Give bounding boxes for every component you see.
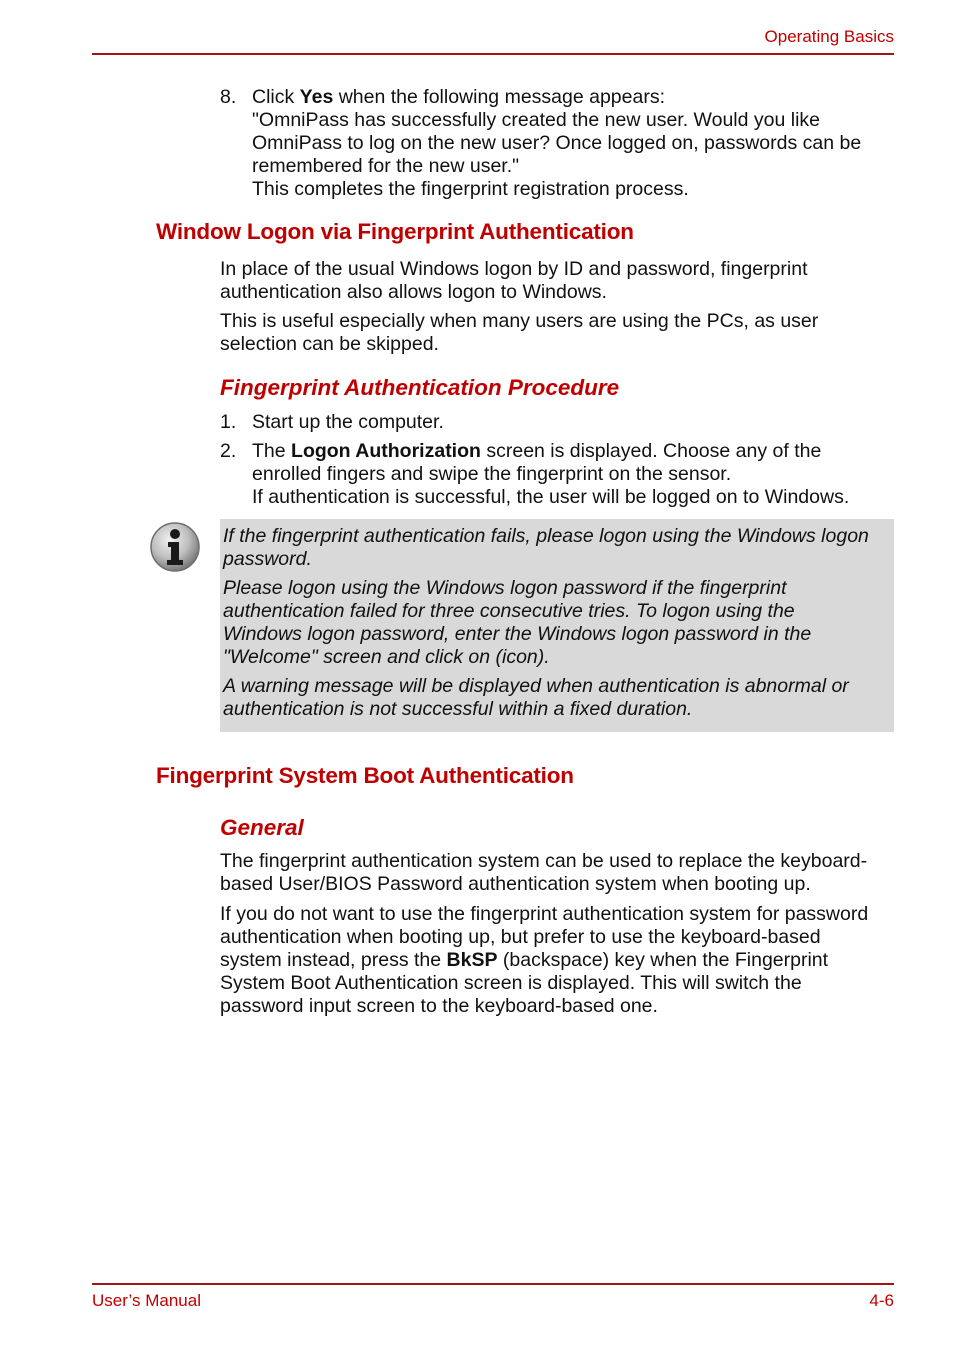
- subsection-heading: General: [220, 815, 304, 840]
- note-paragraph: If the fingerprint authentication fails, please logon using the Windows logon password.: [223, 525, 869, 570]
- header-rule: [92, 53, 894, 55]
- section-heading: Fingerprint System Boot Authentication: [156, 763, 574, 788]
- info-icon: [149, 521, 201, 573]
- paragraph: This is useful especially when many users are using the PCs, as user selection can be skipped.: [220, 310, 819, 355]
- step-1: Start up the computer.: [252, 411, 444, 433]
- message-line: OmniPass to log on the new user? Once logged on, passwords can be: [252, 132, 862, 154]
- bold-term: Yes: [299, 86, 334, 108]
- running-header: Operating Basics: [764, 27, 894, 46]
- footer-title: User’s Manual: [92, 1291, 201, 1310]
- step-number: 1.: [220, 411, 237, 433]
- message-line: remembered for the new user.": [252, 155, 520, 177]
- page-number: 4-6: [869, 1291, 894, 1310]
- paragraph: In place of the usual Windows logon by ID and password, fingerprint authentication also allows logon to Windows.: [220, 258, 808, 303]
- bold-term: BkSP: [446, 949, 498, 971]
- note-paragraph: A warning message will be displayed when authentication is abnormal or authentication is not successful within a fixed duration.: [223, 675, 849, 720]
- paragraph: The fingerprint authentication system can be used to replace the keyboard- based User/BIOS Password authentication system when booting up.: [220, 850, 868, 895]
- message-line: "OmniPass has successfully created the new user. Would you like: [252, 109, 820, 131]
- note-paragraph: Please logon using the Windows logon password if the fingerprint authentication failed for three consecutive tries. To logon using the Windows logon password, enter the Windows logon password in the "Welcome" screen and click on (icon).: [223, 577, 812, 668]
- step-number: 8.: [220, 86, 237, 108]
- bold-term: Logon Authorization: [291, 440, 481, 462]
- step-number: 2.: [220, 440, 237, 462]
- section-heading: Window Logon via Fingerprint Authentication: [156, 219, 634, 244]
- step-2: The Logon Authorization screen is displayed. Choose any of the enrolled fingers and swipe the fingerprint on the sensor. If authentication is successful, the user will be logged on to Windows.: [252, 440, 850, 508]
- subsection-heading: Fingerprint Authentication Procedure: [220, 375, 620, 400]
- paragraph: If you do not want to use the fingerprint authentication system for password authentication when booting up, but prefer to use the keyboard-based system instead, press the BkSP (backspace) key when the Fingerprint System Boot Authentication screen is displayed. This will switch the password input screen to the keyboard-based one.: [220, 903, 869, 1017]
- footer-rule: [92, 1283, 894, 1285]
- completion-line: This completes the fingerprint registration process.: [252, 178, 689, 200]
- step-8: Click Yes when the following message appears: "OmniPass has successfully created the new user. Would you like OmniPass to log on the new user? Once logged on, passwords can be remembered for the new user." This completes the fingerprint registration process.: [252, 86, 902, 201]
